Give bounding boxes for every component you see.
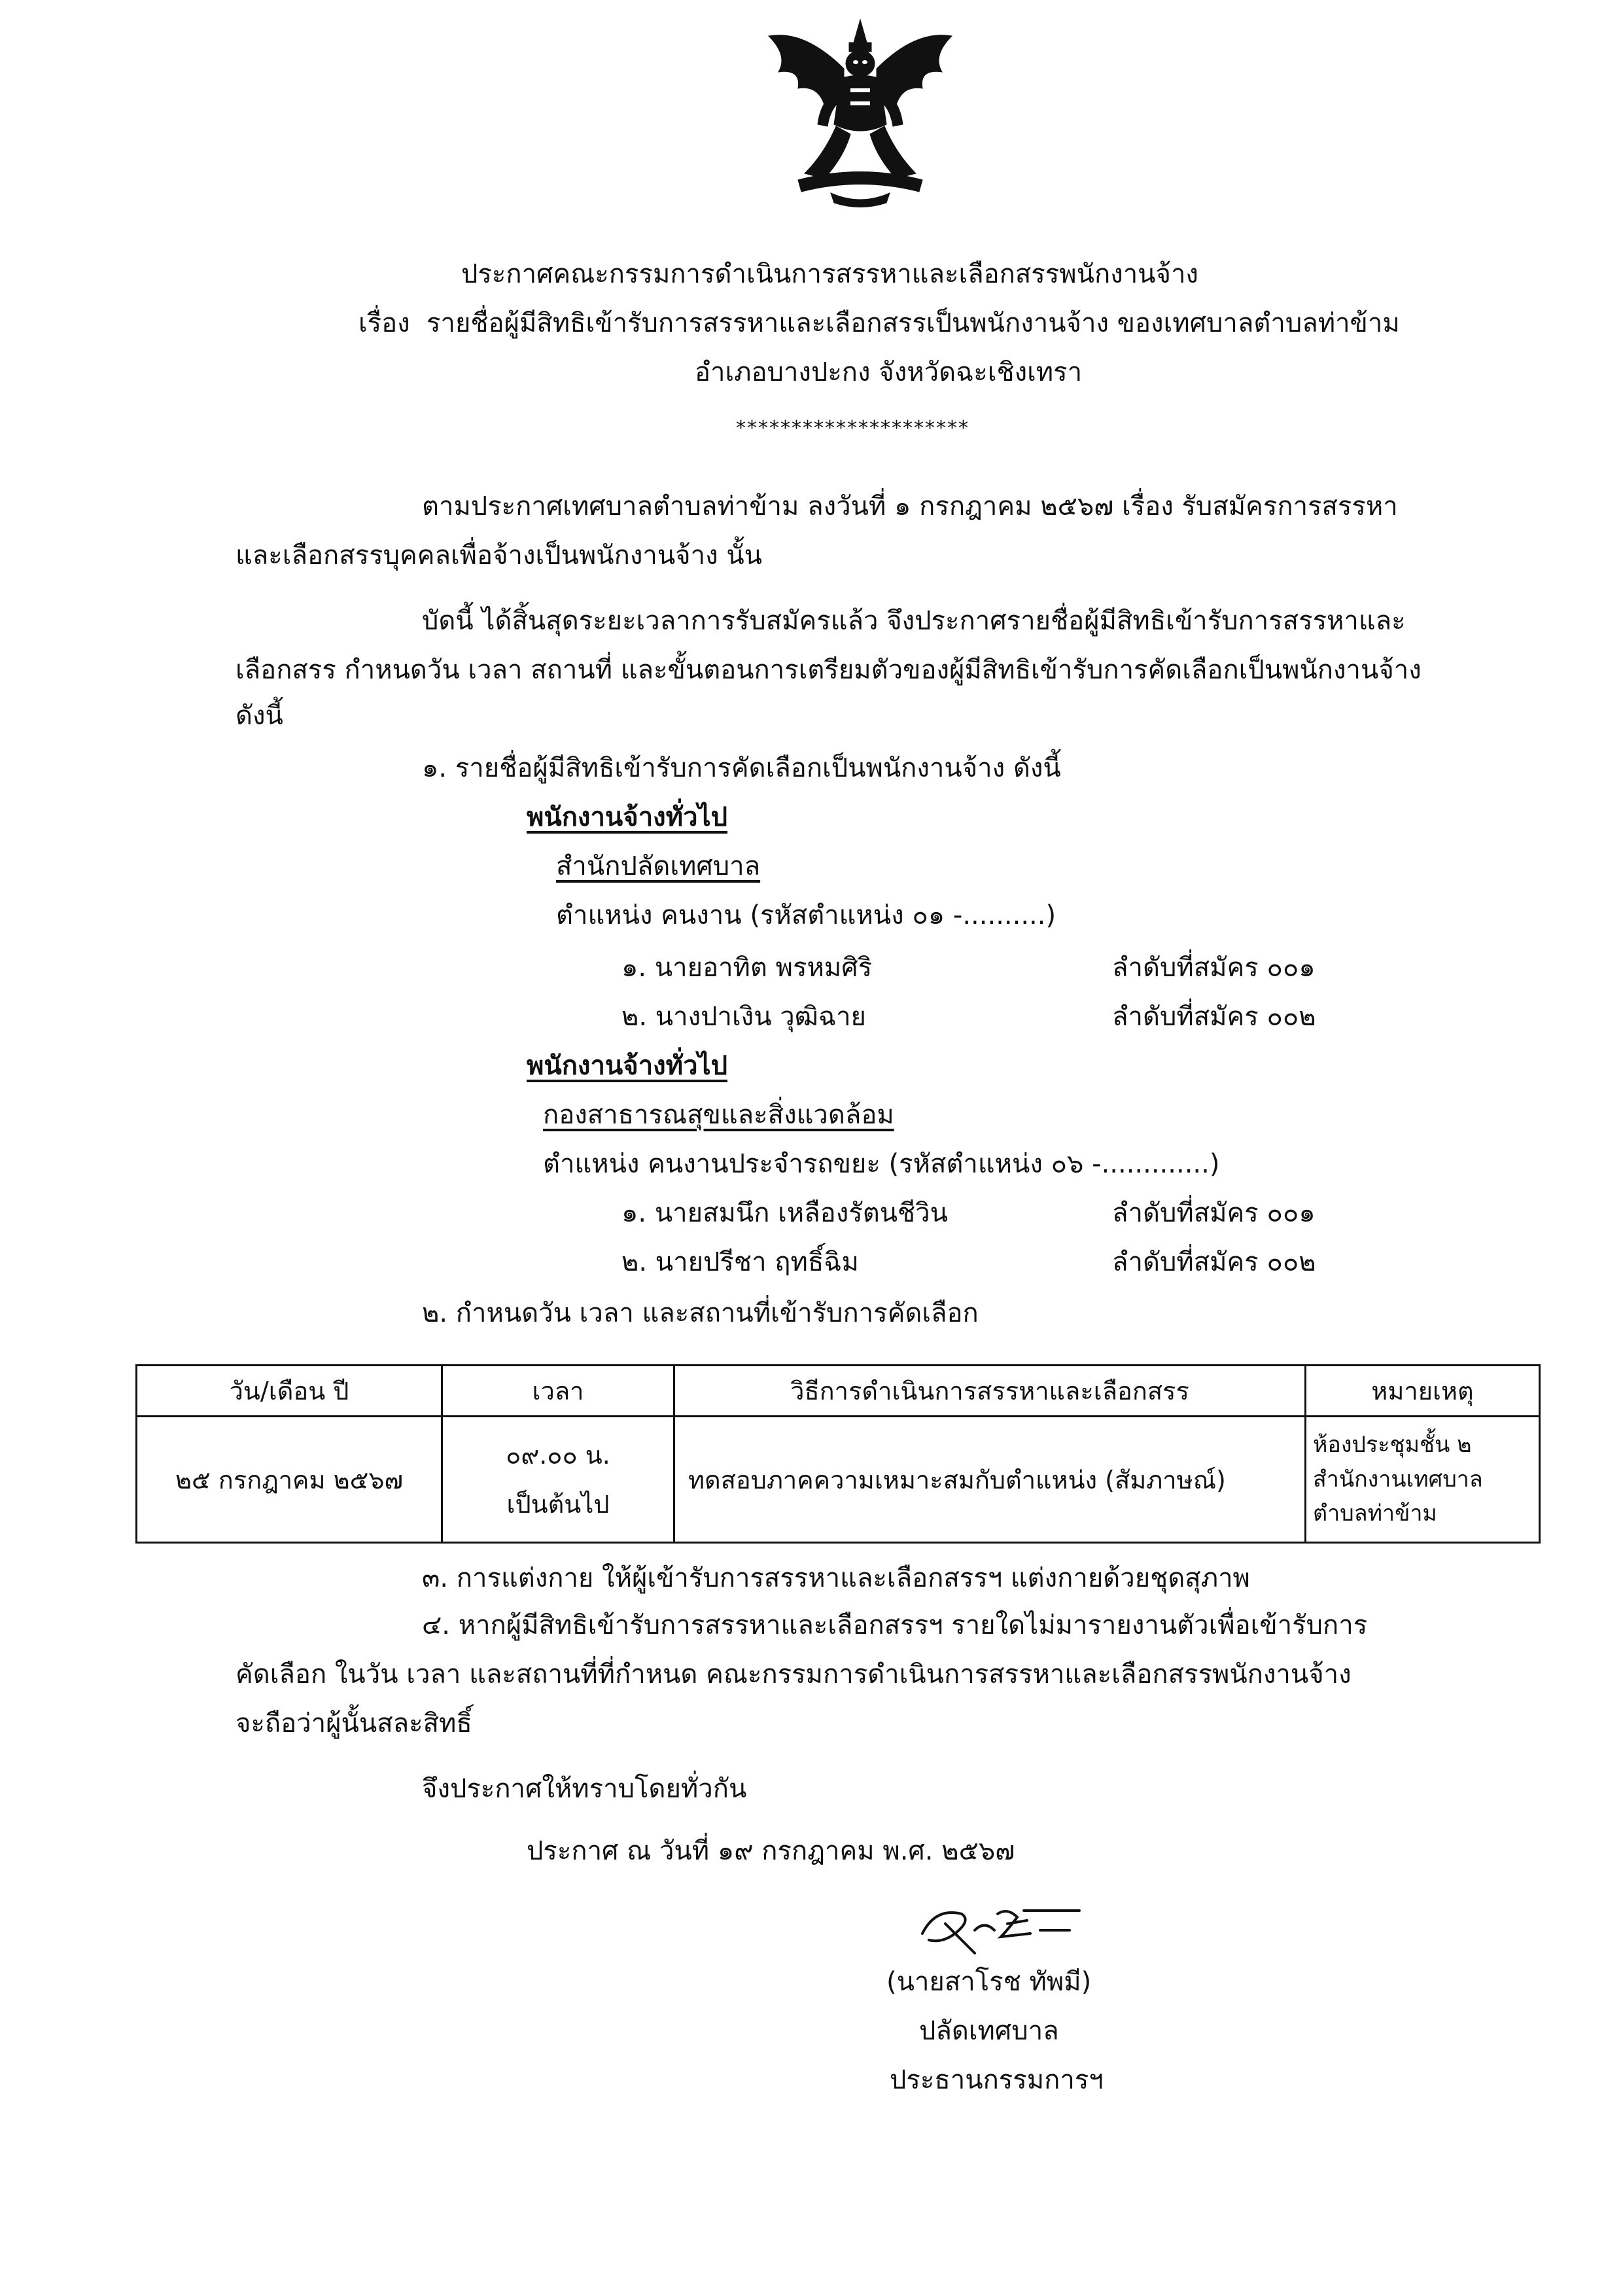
header-method: วิธีการดำเนินการสรรหาและเลือกสรร [674,1366,1306,1417]
section4-line3: จะถือว่าผู้นั้นสละสิทธิ์ [236,1708,472,1739]
table-row [137,1417,1540,1543]
group2-position: ตำแหน่ง คนงานประจำรถขยะ (รหัสตำแหน่ง ๐๖ -.............) [543,1149,1220,1179]
announcement-title: ประกาศคณะกรรมการดำเนินการสรรหาและเลือกสรรพนักงานจ้าง [461,259,1198,289]
intro-para1-line2: และเลือกสรรบุคคลเพื่อจ้างเป็นพนักงานจ้าง นั้น [236,540,762,571]
group2-type: พนักงานจ้างทั่วไป [527,1051,728,1081]
location-text: อำเภอบางปะกง จังหวัดฉะเชิงเทรา [695,357,1083,387]
subject-label: เรื่อง [358,308,410,338]
cell-date: ๒๕ กรกฎาคม ๒๕๖๗ [137,1417,442,1543]
header-note: หมายเหตุ [1306,1366,1540,1417]
intro-para1-line1: ตามประกาศเทศบาลตำบลท่าข้าม ลงวันที่ ๑ กรกฎาคม ๒๕๖๗ เรื่อง รับสมัครการสรรหา [422,491,1398,521]
group1-division: สำนักปลัดเทศบาล [556,851,761,881]
closing-text: จึงประกาศให้ทราบโดยทั่วกัน [422,1774,747,1804]
garuda-emblem-icon [752,16,968,213]
group1-type: พนักงานจ้างทั่วไป [527,802,728,832]
section1-heading: ๑. รายชื่อผู้มีสิทธิเข้ารับการคัดเลือกเป็นพนักงานจ้าง ดังนี้ [422,753,1061,783]
cell-time-line2: เป็นต้นไป [506,1490,610,1519]
header-date: วัน/เดือน ปี [137,1366,442,1417]
cell-note-line2: สำนักงานเทศบาล [1313,1466,1483,1492]
cell-time-line1: ๐๙.๐๐ น. [506,1441,610,1470]
group1-candidate2-name: ๒. นางปาเงิน วุฒิฉาย [621,1002,866,1032]
cell-method: ทดสอบภาคความเหมาะสมกับตำแหน่ง (สัมภาษณ์) [674,1417,1306,1543]
group1-candidate2-order: ลำดับที่สมัคร ๐๐๒ [1112,1002,1316,1032]
cell-note [1306,1417,1540,1543]
table-header-row [137,1366,1540,1417]
group2-candidate1-order: ลำดับที่สมัคร ๐๐๑ [1112,1198,1316,1228]
separator: ********************* [736,417,969,440]
group1-candidate1-order: ลำดับที่สมัคร ๐๐๑ [1112,953,1316,983]
section3-text: ๓. การแต่งกาย ให้ผู้เข้ารับการสรรหาและเลือกสรรฯ แต่งกายด้วยชุดสุภาพ [422,1563,1250,1593]
intro-para2-line3: ดังนี้ [236,701,283,731]
signatory-title: ปลัดเทศบาล [919,2016,1059,2046]
signature-icon [909,1894,1086,1960]
section4-line1: ๔. หากผู้มีสิทธิเข้ารับการสรรหาและเลือกสรรฯ รายใดไม่มารายงานตัวเพื่อเข้ารับการ [422,1610,1368,1640]
signatory-name: (นายสาโรช ทัพมี) [886,1967,1092,1997]
cell-time [442,1417,674,1543]
group1-position: ตำแหน่ง คนงาน (รหัสตำแหน่ง ๐๑ -..........) [556,900,1056,930]
section4-line2: คัดเลือก ในวัน เวลา และสถานที่ที่กำหนด คณะกรรมการดำเนินการสรรหาและเลือกสรรพนักงานจ้าง [236,1659,1352,1689]
subject-text: รายชื่อผู้มีสิทธิเข้ารับการสรรหาและเลือกสรรเป็นพนักงานจ้าง ของเทศบาลตำบลท่าข้าม [427,308,1400,338]
section2-heading: ๒. กำหนดวัน เวลา และสถานที่เข้ารับการคัดเลือก [422,1298,979,1328]
signatory-role: ประธานกรรมการฯ [890,2065,1104,2095]
group2-candidate2-name: ๒. นายปรีชา ฤทธิ์ฉิม [621,1247,859,1277]
schedule-table [135,1364,1541,1544]
group2-candidate1-name: ๑. นายสมนึก เหลืองรัตนชีวิน [621,1198,948,1228]
cell-note-line3: ตำบลท่าข้าม [1313,1500,1437,1527]
cell-note-line1: ห้องประชุมชั้น ๒ [1313,1431,1472,1458]
group1-candidate1-name: ๑. นายอาทิต พรหมศิริ [621,953,873,983]
group2-candidate2-order: ลำดับที่สมัคร ๐๐๒ [1112,1247,1316,1277]
intro-para2-line2: เลือกสรร กำหนดวัน เวลา สถานที่ และขั้นตอนการเตรียมตัวของผู้มีสิทธิเข้ารับการคัดเลือกเป็นพนักงานจ้าง [236,655,1422,685]
header-time: เวลา [442,1366,674,1417]
intro-para2-line1: บัดนี้ ได้สิ้นสุดระยะเวลาการรับสมัครแล้ว จึงประกาศรายชื่อผู้มีสิทธิเข้ารับการสรรหาและ [422,606,1406,636]
group2-division: กองสาธารณสุขและสิ่งแวดล้อม [543,1100,894,1130]
announce-date: ประกาศ ณ วันที่ ๑๙ กรกฎาคม พ.ศ. ๒๕๖๗ [527,1836,1015,1866]
